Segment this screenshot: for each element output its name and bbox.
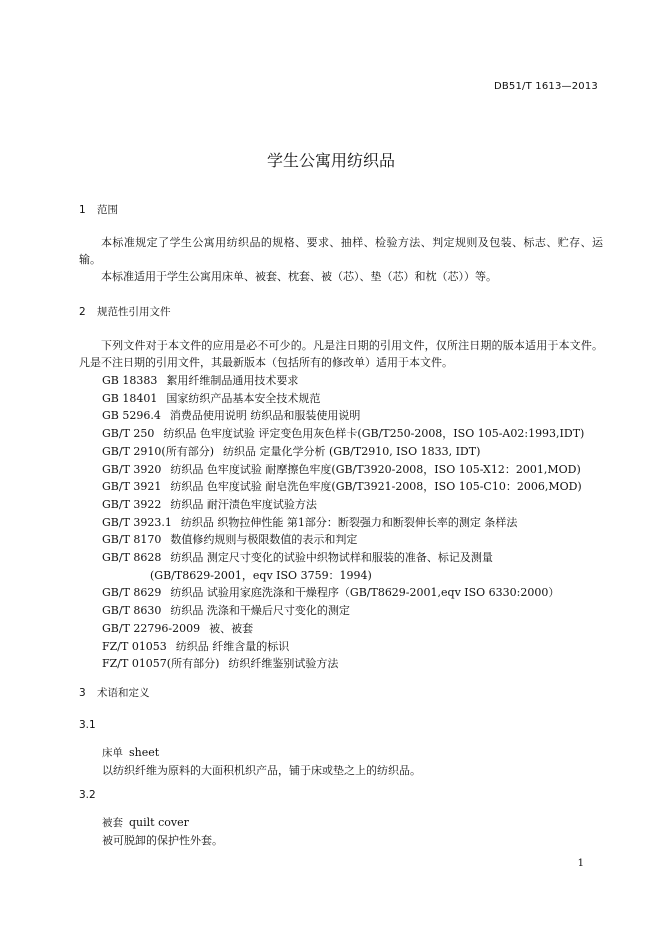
reference-item [102, 531, 584, 549]
reference-code: GB/T 8170 [102, 533, 162, 547]
reference-continuation: (GB/T8629-2001，eqv ISO 3759：1994) [150, 568, 372, 582]
document-number: DB51/T 1613—2013 [493, 81, 598, 92]
section-title: 范围 [97, 204, 118, 216]
reference-title: 纺织品 耐汗渍色牢度试验方法 [170, 497, 317, 511]
reference-item [102, 549, 584, 567]
term-heading [102, 814, 223, 832]
reference-item [102, 584, 584, 602]
reference-title: 国家纺织产品基本安全技术规范 [166, 391, 321, 405]
reference-code: FZ/T 01057(所有部分) [102, 657, 220, 671]
term-zh: 被套 [102, 817, 123, 829]
section-heading-normative-references [79, 304, 171, 319]
reference-item [102, 425, 584, 443]
reference-code: GB/T 3920 [102, 462, 162, 476]
reference-code: GB/T 2910(所有部分) [102, 444, 214, 458]
reference-code: GB 5296.4 [102, 409, 161, 423]
reference-code: GB/T 22796-2009 [102, 621, 201, 635]
reference-item [102, 496, 584, 514]
reference-code: GB/T 3921 [102, 480, 162, 494]
reference-code: GB/T 8630 [102, 604, 162, 618]
reference-title: 纺织品 色牢度试验 耐摩擦色牢度(GB/T3920-2008，ISO 105-X12：2001,MOD) [170, 462, 581, 476]
section-heading-terms [79, 685, 150, 700]
term-heading [102, 744, 421, 762]
reference-code: GB/T 3922 [102, 497, 162, 511]
term-zh: 床单 [102, 747, 123, 759]
scope-paragraph-2: 本标准适用于学生公寓用床单、被套、枕套、被（芯）、垫（芯）和枕（芯））等。 [101, 270, 497, 283]
reference-code: GB/T 8629 [102, 586, 162, 600]
section-heading-scope [79, 202, 118, 217]
reference-item [102, 461, 584, 479]
term-entry [102, 744, 421, 779]
term-entry [102, 814, 223, 849]
scope-paragraph-1: 本标准规定了学生公寓用纺织品的规格、要求、抽样、检验方法、判定规则及包装、标志、贮存、运输。 [79, 236, 603, 266]
section-title: 规范性引用文件 [97, 306, 171, 318]
reference-title: 被、被套 [209, 621, 254, 635]
term-definition: 被可脱卸的保护性外套。 [102, 834, 223, 847]
reference-code: GB/T 8628 [102, 551, 162, 565]
reference-title: 纺织品 织物拉伸性能 第1部分：断裂强力和断裂伸长率的测定 条样法 [180, 515, 518, 529]
reference-code: FZ/T 01053 [102, 639, 167, 653]
reference-title: 纺织品 测定尺寸变化的试验中织物试样和服装的准备、标记及测量 [170, 551, 493, 565]
reference-code: GB 18401 [102, 391, 158, 405]
reference-item [102, 602, 584, 620]
reference-title: 纺织品 色牢度试验 耐皂洗色牢度(GB/T3921-2008，ISO 105-C10：2006,MOD) [170, 480, 582, 494]
section-number: 3 [79, 687, 86, 699]
reference-title: 纺织品 洗涤和干燥后尺寸变化的测定 [170, 604, 350, 618]
term-number: 3.1 [79, 719, 96, 731]
reference-item [102, 443, 584, 461]
reference-title: 数值修约规则与极限数值的表示和判定 [170, 533, 358, 547]
reference-list [102, 372, 584, 673]
reference-item [102, 638, 584, 656]
reference-title: 絮用纤维制品通用技术要求 [166, 374, 299, 387]
reference-title: 消费品使用说明 纺织品和服装使用说明 [169, 409, 361, 423]
page-number: 1 [577, 858, 584, 869]
term-en: sheet [129, 746, 160, 759]
reference-item [102, 390, 584, 408]
reference-title: 纺织品 色牢度试验 评定变色用灰色样卡(GB/T250-2008，ISO 105-A02:1993,IDT) [163, 427, 585, 441]
reference-title: 纺织纤维鉴别试验方法 [228, 657, 339, 671]
section-number: 2 [79, 306, 86, 318]
term-number: 3.2 [79, 789, 96, 801]
section-title: 术语和定义 [97, 687, 150, 699]
reference-code: GB/T 3923.1 [102, 515, 172, 529]
reference-code: GB 18383 [102, 374, 158, 387]
reference-item [102, 478, 584, 496]
page-title: 学生公寓用纺织品 [266, 151, 395, 170]
reference-title: 纺织品 试验用家庭洗涤和干燥程序（GB/T8629-2001,eqv ISO 6330:2000） [170, 586, 560, 600]
term-en: quilt cover [129, 816, 189, 829]
reference-item [102, 407, 584, 425]
reference-item [102, 655, 584, 673]
section-number: 1 [79, 204, 86, 216]
references-intro-paragraph: 下列文件对于本文件的应用是必不可少的。凡是注日期的引用文件，仅所注日期的版本适用于本文件。凡是不注日期的引用文件，其最新版本（包括所有的修改单）适用于本文件。 [79, 339, 603, 369]
reference-item [102, 514, 584, 532]
reference-title: 纺织品 定量化学分析 (GB/T2910, ISO 1833, IDT) [223, 444, 481, 458]
reference-item [102, 620, 584, 638]
term-definition: 以纺织纤维为原料的大面积机织产品，铺于床或垫之上的纺织品。 [102, 764, 421, 777]
reference-code: GB/T 250 [102, 427, 155, 441]
reference-item [102, 372, 584, 390]
reference-title: 纺织品 纤维含量的标识 [175, 639, 290, 653]
